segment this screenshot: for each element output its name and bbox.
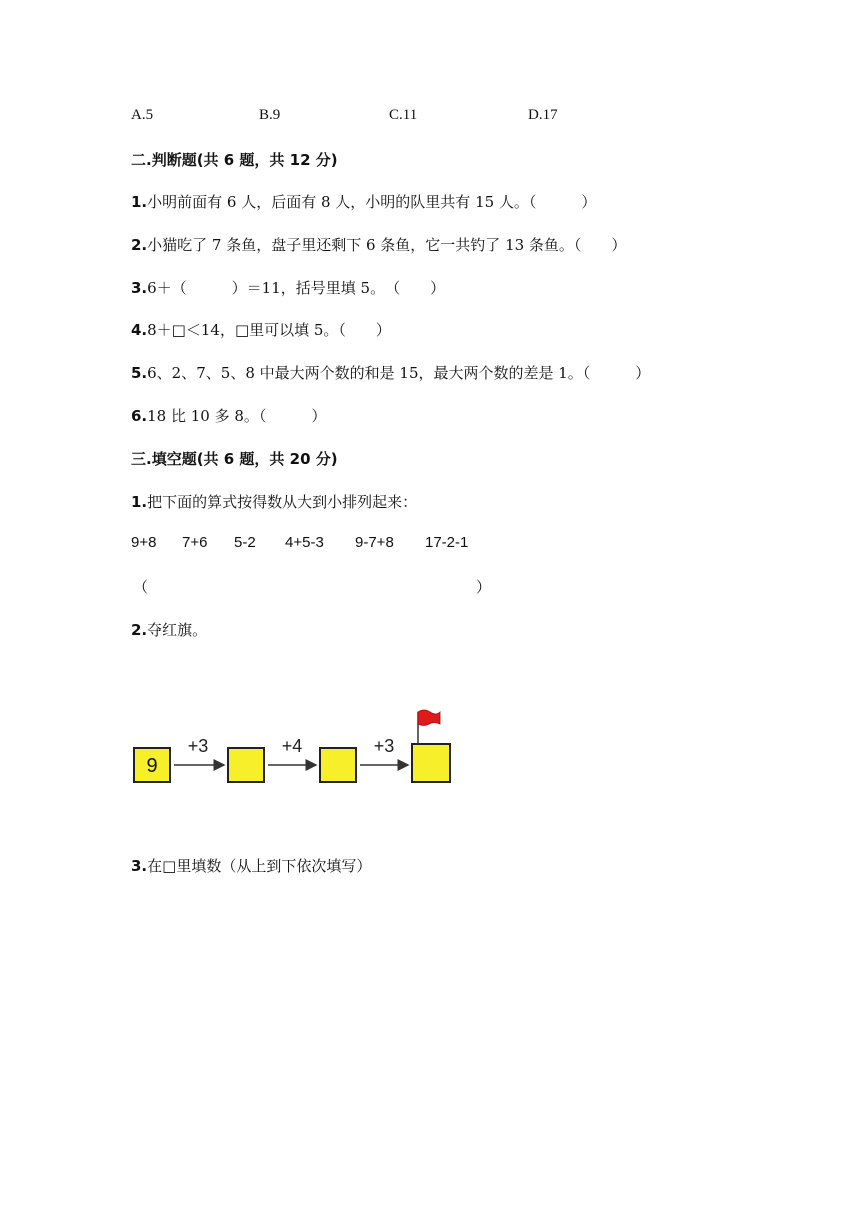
item-text: 小明前面有 6 人，后面有 8 人，小明的队里共有 15 人。（ ） xyxy=(147,193,597,211)
judge-item-4 xyxy=(131,319,391,340)
option-b: B.9 xyxy=(259,107,281,123)
expression: 4+5-3 xyxy=(285,534,324,551)
item-number: 1. xyxy=(131,193,148,211)
item-text: 8＋□＜14，□里可以填 5。（ ） xyxy=(147,321,391,339)
item-text: 18 比 10 多 8。（ ） xyxy=(147,407,327,425)
red-flag-figure xyxy=(128,702,468,796)
fill-q3 xyxy=(131,855,371,876)
fill-q2 xyxy=(131,619,207,640)
red-flag-icon xyxy=(418,710,440,726)
answer-box-2 xyxy=(320,748,356,782)
item-number: 5. xyxy=(131,364,148,382)
option-a: A.5 xyxy=(131,107,154,123)
start-number: 9 xyxy=(146,755,158,777)
expression: 17-2-1 xyxy=(425,534,469,551)
answer-box-3 xyxy=(412,744,450,782)
op-1: +3 xyxy=(187,736,209,756)
section3-heading: 三.填空题(共 6 题，共 20 分) xyxy=(131,450,338,468)
op-3: +3 xyxy=(373,736,395,756)
item-text: 6、2、7、5、8 中最大两个数的和是 15，最大两个数的差是 1。（ ） xyxy=(147,364,651,382)
judge-item-5 xyxy=(131,362,650,383)
expression: 9-7+8 xyxy=(355,534,394,551)
item-number: 2. xyxy=(131,236,148,254)
item-number: 4. xyxy=(131,321,148,339)
judge-item-2 xyxy=(131,234,626,255)
judge-item-6 xyxy=(131,405,326,426)
item-text: 夺红旗。 xyxy=(147,621,208,639)
answer-paren-open: （ xyxy=(133,578,149,596)
item-number: 3. xyxy=(131,279,148,297)
expression: 5-2 xyxy=(234,534,256,551)
fill-q1 xyxy=(131,491,417,512)
judge-item-1 xyxy=(131,191,596,212)
op-2: +4 xyxy=(281,736,303,756)
item-number: 2. xyxy=(131,621,148,639)
item-text: 把下面的算式按得数从大到小排列起来： xyxy=(147,493,418,511)
option-d: D.17 xyxy=(528,107,558,123)
item-text: 6＋（ ）＝11，括号里填 5。 （ ） xyxy=(147,279,446,297)
item-number: 6. xyxy=(131,407,148,425)
item-number: 3. xyxy=(131,857,148,875)
expression: 7+6 xyxy=(182,534,208,551)
judge-item-3 xyxy=(131,277,445,298)
answer-box-1 xyxy=(228,748,264,782)
answer-paren-close: ） xyxy=(476,578,492,596)
option-c: C.11 xyxy=(389,107,418,123)
item-text: 小猫吃了 7 条鱼，盘子里还剩下 6 条鱼，它一共钓了 13 条鱼。（ ） xyxy=(147,236,627,254)
section2-heading: 二.判断题(共 6 题，共 12 分) xyxy=(131,151,338,169)
item-text: 在□里填数（从上到下依次填写） xyxy=(147,857,372,875)
expression: 9+8 xyxy=(131,534,157,551)
item-number: 1. xyxy=(131,493,148,511)
